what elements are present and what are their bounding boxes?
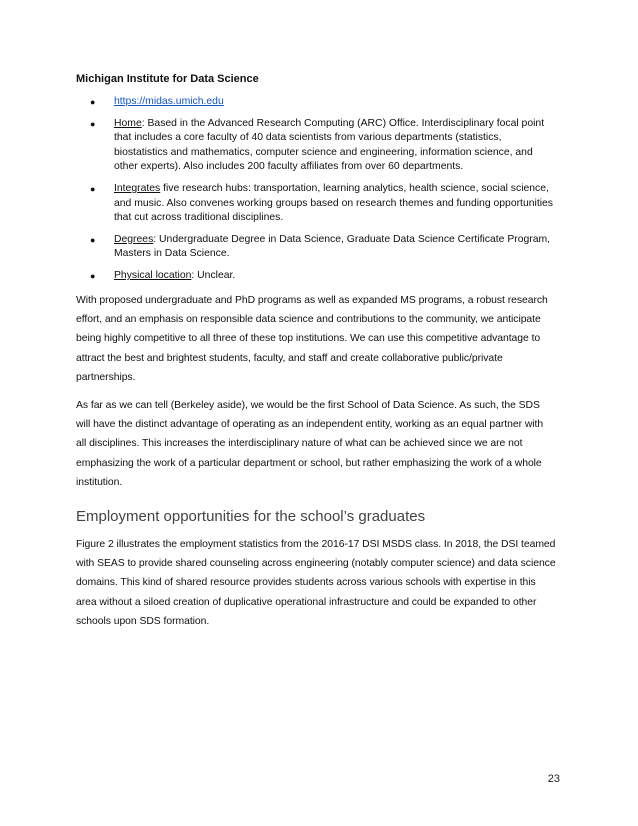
bullet-icon: ●	[90, 234, 96, 245]
bullet-list	[76, 95, 556, 284]
page-number: 23	[547, 773, 560, 785]
degrees-text: : Undergraduate Degree in Data Science, Graduate Data Science Certificate Program, Masters in Data Science.	[114, 233, 551, 260]
home-label: Home	[114, 117, 142, 129]
paragraph-employment: Figure 2 illustrates the employment statistics from the 2016-17 DSI MSDS class. In 2018, the DSI teamed with SEAS to provide shared counseling across engineering (notably computer science) and data science domains. This kind of shared resource provides students across various schools with expertise in this area without a siloed creation of duplicative operational infrastructure and could be expanded to other schools upon SDS formation.	[76, 538, 556, 628]
location-text: : Unclear.	[191, 269, 236, 281]
bullet-item-location	[76, 269, 556, 284]
section-title: Michigan Institute for Data Science	[76, 73, 259, 85]
paragraph-competitive: With proposed undergraduate and PhD programs as well as expanded MS programs, a robust research effort, and an emphasis on responsible data science and contributions to the community, we anticipate being highly competitive to all three of these top institutions. We can use this competitive advantage to attract the best and brightest students, faculty, and staff and create collaborative public/private partnerships.	[76, 294, 548, 384]
employment-heading: Employment opportunities for the school’s graduates	[76, 507, 426, 525]
bullet-item-home	[76, 117, 556, 175]
bullet-icon: ●	[90, 97, 96, 107]
bullet-item-integrates	[76, 182, 556, 226]
degrees-label: Degrees	[114, 233, 154, 245]
midas-link[interactable]: https://midas.umich.edu	[114, 96, 224, 107]
integrates-text: five research hubs: transportation, learning analytics, health science, social science, and music. Also convenes working groups based on research themes and funding opportunities that cut across traditional disciplines.	[114, 182, 553, 224]
bullet-item-degrees	[76, 233, 556, 262]
bullet-icon: ●	[90, 118, 96, 129]
page-content	[76, 72, 556, 640]
paragraph-first-school: As far as we can tell (Berkeley aside), we would be the first School of Data Science. As such, the SDS will have the distinct advantage of operating as an independent entity, working as an equal partner with all disciplines. This increases the interdisciplinary nature of what can be achieved since we are not emphasizing the work of a particular department or school, but rather emphasizing the work of a whole institution.	[76, 399, 544, 489]
integrates-label: Integrates	[114, 182, 161, 194]
bullet-icon: ●	[90, 270, 96, 281]
location-label: Physical location	[114, 269, 192, 281]
home-text: : Based in the Advanced Research Computing (ARC) Office. Interdisciplinary focal point that includes a core faculty of 40 data scientists from various departments (statistics, biostatistics and mathematics, computer science and engineering, information science, and other experts). Also includes 200 faculty affiliates from over 60 departments.	[114, 117, 545, 173]
bullet-icon: ●	[90, 183, 96, 194]
bullet-item-link	[76, 95, 556, 110]
